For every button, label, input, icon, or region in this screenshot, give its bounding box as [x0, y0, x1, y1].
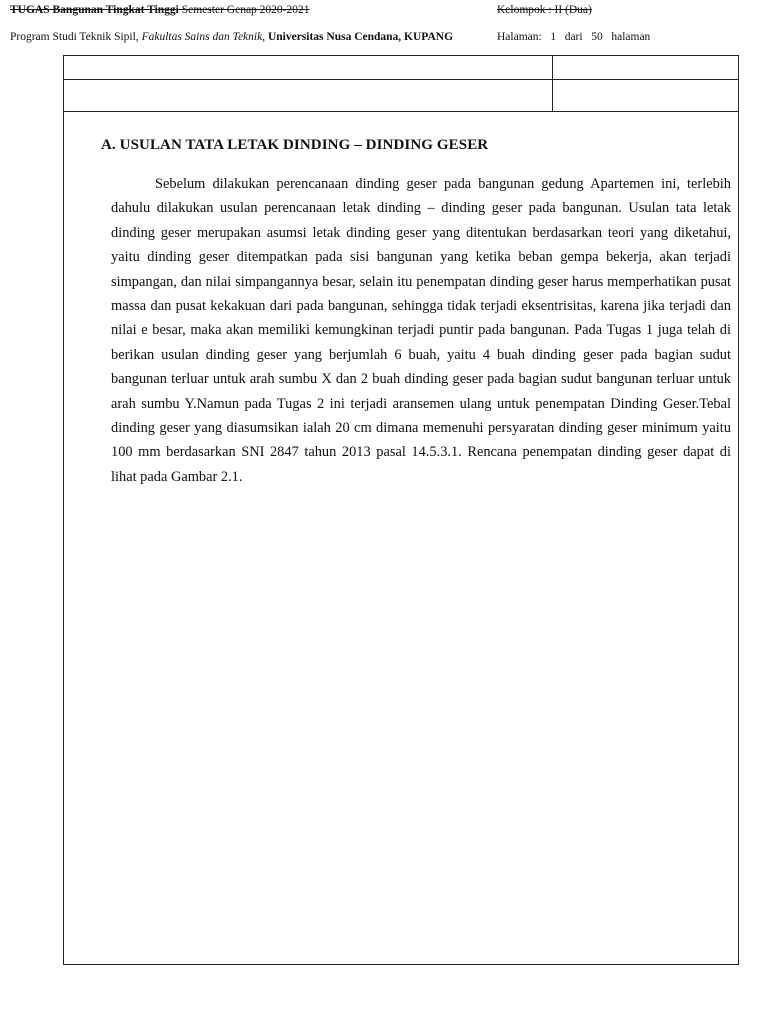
kelompok-label: Kelompok : II (Dua)	[497, 4, 592, 16]
semester-label: Semester Genap 2020-2021	[181, 4, 310, 16]
header-row-2	[64, 80, 738, 112]
page-counter	[497, 31, 650, 43]
header-assignment-title	[10, 4, 310, 16]
course-name: Bangunan Tingkat Tinggi	[52, 4, 179, 16]
halaman-label: Halaman:	[497, 31, 542, 43]
header-institution	[10, 31, 453, 43]
header-divider	[552, 56, 553, 112]
body-paragraph: Sebelum dilakukan perencanaan dinding geser pada bangunan gedung Apartemen ini, terlebih dahulu dilakukan usulan perencanaan letak dinding – dinding geser pada bangunan. Usulan tata letak dinding geser merupakan asumsi letak dinding geser yang ditentukan berdasarkan teori yang diketahui, yaitu dinding geser ditempatkan pada sisi bangunan yang ketika beban gempa bekerja, akan terjadi simpangan, dan nilai simpangannya besar, selain itu penempatan dinding geser harus memperhatikan pusat massa dan pusat kekakuan dari pada bangunan, sehingga tidak terjadi eksentrisitas, karena jika terjadi dan nilai e besar, maka akan memiliki kemungkinan terjadi puntir pada bangunan. Pada Tugas 1 juga telah di berikan usulan dinding geser yang berjumlah 6 buah, yaitu 4 buah dinding geser pada bagian sudut bangunan terluar untuk arah sumbu X dan 2 buah dinding geser pada bagian sudut bangunan terluar untuk arah sumbu Y.Namun pada Tugas 2 ini terjadi aransemen ulang untuk penempatan Dinding Geser.Tebal dinding geser yang diasumsikan ialah 20 cm dimana memenuhi persyaratan dinding geser minimum yaitu 100 mm berdasarkan SNI 2847 tahun 2013 pasal 14.5.3.1. Rencana penempatan dinding geser dapat di lihat pada Gambar 2.1.	[111, 176, 731, 485]
tugas-label: TUGAS	[10, 4, 50, 16]
header-row-1	[64, 56, 738, 80]
university-label: Universitas Nusa Cendana, KUPANG	[267, 31, 454, 43]
halaman-unit: halaman	[611, 31, 651, 43]
dari-label: dari	[564, 31, 583, 43]
section-heading: A. USULAN TATA LETAK DINDING – DINDING GESER	[101, 137, 489, 153]
faculty-label: Fakultas Sains dan Teknik,	[141, 31, 266, 43]
total-pages: 50	[591, 31, 603, 43]
program-label: Program Studi Teknik Sipil,	[10, 31, 139, 43]
current-page: 1	[550, 31, 557, 43]
